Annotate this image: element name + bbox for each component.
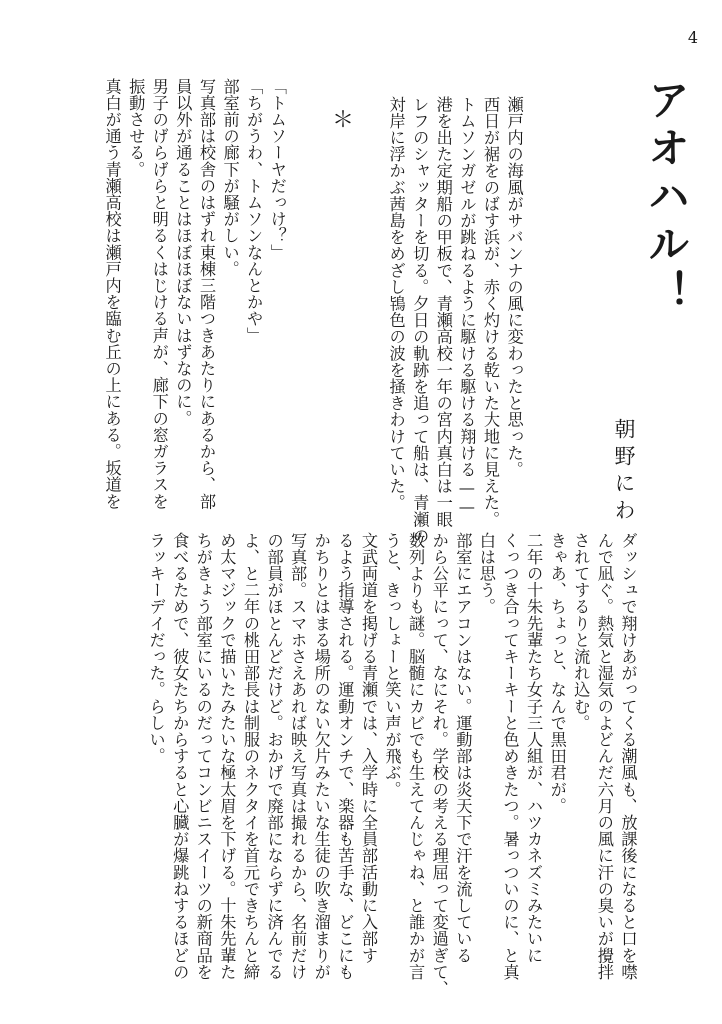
text-line: くっつき合ってキーキーと色めきたつ。暑っついのに、と真: [500, 532, 520, 981]
text-line: ダッシュで翔けあがってくる潮風も、放課後になると口を噤: [618, 532, 638, 981]
story-title: アオハル！: [642, 78, 691, 318]
text-line: 瀬戸内の海風がサバンナの風に変わったと思った。: [504, 96, 524, 478]
text-line: されてするりと流れ込む。: [571, 532, 591, 732]
text-line: 写真部。スマホさえあれば映え写真は撮れるから、名前だけ: [288, 532, 308, 981]
page-number: 4: [687, 28, 698, 47]
text-line: の部員がほとんどだけど。おかげで廃部にならずに済んでる: [264, 532, 284, 981]
text-line: 食べるためで、彼女たちからすると心臓が爆跳ねするほどの: [170, 532, 190, 981]
text-line: 文武両道を掲げる青瀬では、入学時に全員部活動に入部す: [358, 532, 378, 964]
section-separator: ＊: [332, 108, 355, 133]
text-line: 二年の十朱先輩たち女子三人組が、ハツカネズミみたいに: [524, 532, 544, 964]
text-line: ちがきょう部室にいるのだってコンビニスイーツの新商品を: [193, 532, 213, 981]
text-line: トムソンガゼルが跳ねるように駆ける駆ける翔ける——: [457, 96, 477, 517]
text-line: きゃあ、ちょっと、なんで黒田君が。: [547, 532, 567, 815]
text-line: 振動させる。: [126, 78, 146, 178]
text-line: 港を出た定期船の甲板で、青瀬高校一年の宮内真白は一眼: [433, 96, 453, 528]
text-line: 写真部は校舎のはずれ東棟三階つきあたりにあるから、部: [196, 78, 216, 510]
text-line: うと、きっしょーと笑い声が飛ぶ。: [382, 532, 402, 798]
author-name: 朝野にわ: [612, 418, 636, 526]
text-line: かちりとはまる場所のない欠片みたいな生徒の吹き溜まりが: [311, 532, 331, 981]
text-line: 男子のげらげらと明るくはじける声が、廊下の窓ガラスを: [149, 78, 169, 510]
text-line: 員以外が通ることはほぼほぼないはずなのに。: [173, 78, 193, 427]
text-line: るよう指導される。運動オンチで、楽器も苦手な、どこにも: [335, 532, 355, 981]
text-line: 対岸に浮かぶ茜島をめざし鴇色の波を掻きわけていた。: [386, 96, 406, 511]
text-line: 真白が通う青瀬高校は瀬戸内を臨む丘の上にある。坂道を: [102, 78, 122, 510]
text-line: 白は思う。: [476, 532, 496, 615]
text-line: 西日が裾をのばす浜が、赤く灼ける乾いた大地に見えた。: [480, 96, 500, 528]
text-line: んで凪ぐ。熱気と湿気のよどんだ六月の風に汗の臭いが攪拌: [594, 532, 614, 981]
text-line: 部室前の廊下が騒がしい。: [220, 78, 240, 278]
text-line: 「ちがうわ、トムソンなんとかや」: [244, 78, 264, 344]
text-line: レフのシャッターを切る。夕日の軌跡を追って船は、青瀬の: [410, 96, 430, 545]
text-line: よ、と二年の桃田部長は制服のネクタイを首元できちんと締: [240, 532, 260, 981]
text-line: 数列よりも謎。脳髄にカビでも生えてんじゃね、と誰かが言: [406, 532, 426, 981]
paragraph-block-clubroom: [100, 78, 289, 510]
paragraph-block-opening: [384, 96, 526, 545]
text-line: から公平にって、なにそれ。学校の考える理屈って変過ぎて、: [429, 532, 449, 997]
text-line: 部室にエアコンはない。運動部は炎天下で汗を流している: [453, 532, 473, 964]
text-line: ラッキーデイだった。らしい。: [146, 532, 166, 765]
text-line: 「トムソーヤだっけ？」: [267, 78, 287, 261]
text-line: め太マジックで描いたみたいな極太眉を下げる。十朱先輩た: [217, 532, 237, 981]
paragraph-block-lower: [144, 532, 639, 997]
